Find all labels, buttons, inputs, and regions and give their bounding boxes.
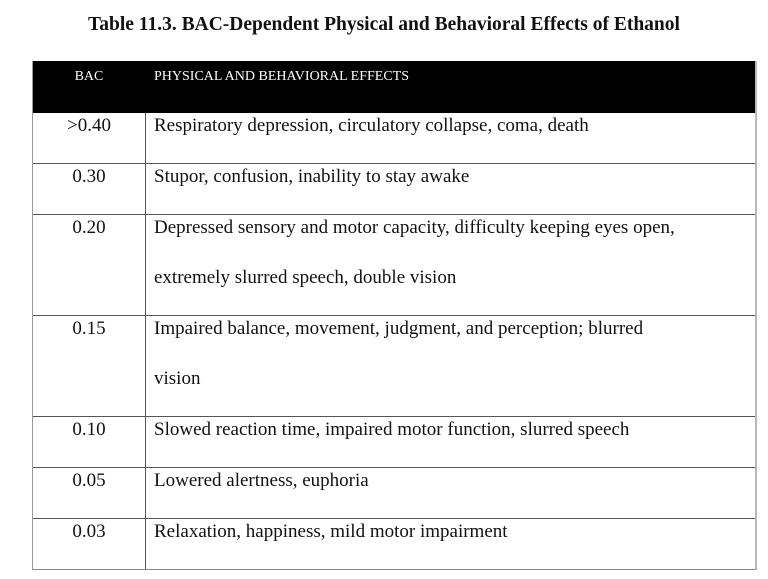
table-row (33, 416, 755, 467)
table-title: Table 11.3. BAC-Dependent Physical and Behavioral Effects of Ethanol (88, 14, 680, 35)
bac-cell (33, 316, 146, 416)
effects-cell (146, 417, 755, 467)
bac-cell (33, 215, 146, 315)
bac-effects-table (32, 61, 757, 570)
effects-cell (146, 215, 755, 315)
effects-text: Relaxation, happiness, mild motor impairment (154, 521, 508, 542)
effects-text: Stupor, confusion, inability to stay awake (154, 166, 470, 187)
table-header (33, 61, 755, 113)
table-row (33, 163, 755, 214)
bac-value: 0.10 (72, 419, 106, 440)
table-body (33, 113, 755, 569)
effects-text: Depressed sensory and motor capacity, difficulty keeping eyes open, (154, 217, 675, 238)
bac-cell (33, 164, 146, 214)
effects-text: Slowed reaction time, impaired motor function, slurred speech (154, 419, 630, 440)
bac-value: 0.05 (72, 470, 106, 491)
bac-value: 0.20 (72, 217, 106, 238)
bac-cell (33, 113, 146, 163)
effects-cell (146, 468, 755, 518)
bac-value: 0.15 (72, 318, 106, 339)
header-effects: PHYSICAL AND BEHAVIORAL EFFECTS (154, 69, 410, 84)
table-row (33, 214, 755, 315)
effects-cell (146, 164, 755, 214)
bac-cell (33, 468, 146, 518)
table-row (33, 315, 755, 416)
table-row (33, 518, 755, 569)
table-row (33, 467, 755, 518)
effects-text: Lowered alertness, euphoria (154, 470, 369, 491)
bac-cell (33, 519, 146, 569)
effects-cell (146, 113, 755, 163)
bac-value: 0.30 (72, 166, 106, 187)
effects-text: Impaired balance, movement, judgment, and perception; blurred (154, 318, 644, 339)
effects-cell (146, 316, 755, 416)
bac-value: 0.03 (72, 521, 106, 542)
effects-cell (146, 519, 755, 569)
bac-cell (33, 417, 146, 467)
table-row (33, 113, 755, 163)
effects-text: extremely slurred speech, double vision (154, 267, 457, 288)
header-bac: BAC (74, 69, 104, 84)
effects-text: Respiratory depression, circulatory collapse, coma, death (154, 115, 589, 136)
bac-value: >0.40 (67, 115, 111, 136)
effects-text: vision (154, 368, 201, 389)
